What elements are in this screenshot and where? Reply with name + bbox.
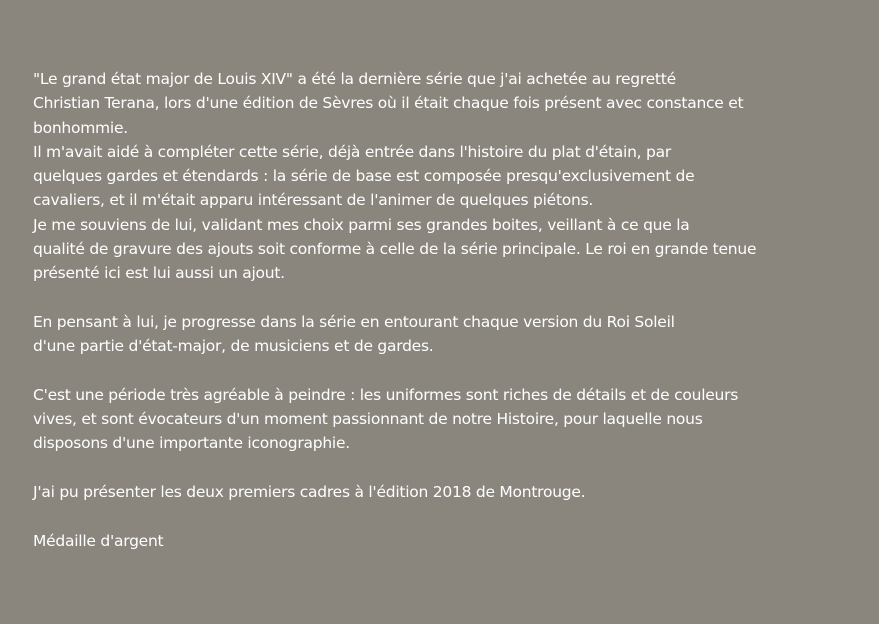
award-line: Médaille d'argent xyxy=(33,531,164,550)
paragraph-2 xyxy=(33,310,873,359)
text-line: quelques gardes et étendards : la série de base est composée presqu'exclusivement de xyxy=(33,167,695,186)
text-line: Je me souviens de lui, validant mes choix parmi ses grandes boites, veillant à ce que la xyxy=(33,215,690,234)
text-line: d'une partie d'état-major, de musiciens et de gardes. xyxy=(33,337,434,356)
text-line: En pensant à lui, je progresse dans la série en entourant chaque version du Roi Soleil xyxy=(33,312,675,331)
text-line: "Le grand état major de Louis XIV" a été la dernière série que j'ai achetée au regretté xyxy=(33,70,676,88)
paragraph-spacer xyxy=(33,504,873,528)
paragraph-spacer xyxy=(33,286,873,310)
paragraph-4 xyxy=(33,480,873,504)
text-line: Il m'avait aidé à compléter cette série, déjà entrée dans l'histoire du plat d'étain, par xyxy=(33,142,671,161)
text-line: Christian Terana, lors d'une édition de Sèvres où il était chaque fois présent avec constance et xyxy=(33,94,744,113)
text-line: C'est une période très agréable à peindre : les uniformes sont riches de détails et de couleurs xyxy=(33,385,739,404)
article-text xyxy=(33,67,873,553)
text-line: vives, et sont évocateurs d'un moment passionnant de notre Histoire, pour laquelle nous xyxy=(33,410,703,429)
text-line: cavaliers, et il m'était apparu intéressant de l'animer de quelques piétons. xyxy=(33,191,594,210)
text-line: disposons d'une importante iconographie. xyxy=(33,434,350,453)
text-line: qualité de gravure des ajouts soit conforme à celle de la série principale. Le roi en grande tenue xyxy=(33,240,757,259)
paragraph-1 xyxy=(33,67,873,286)
paragraph-spacer xyxy=(33,359,873,383)
text-line: J'ai pu présenter les deux premiers cadres à l'édition 2018 de Montrouge. xyxy=(33,483,586,502)
paragraph-spacer xyxy=(33,456,873,480)
text-line: bonhommie. xyxy=(33,118,128,137)
paragraph-3 xyxy=(33,383,873,456)
paragraph-5 xyxy=(33,529,873,553)
text-line: présenté ici est lui aussi un ajout. xyxy=(33,264,285,283)
